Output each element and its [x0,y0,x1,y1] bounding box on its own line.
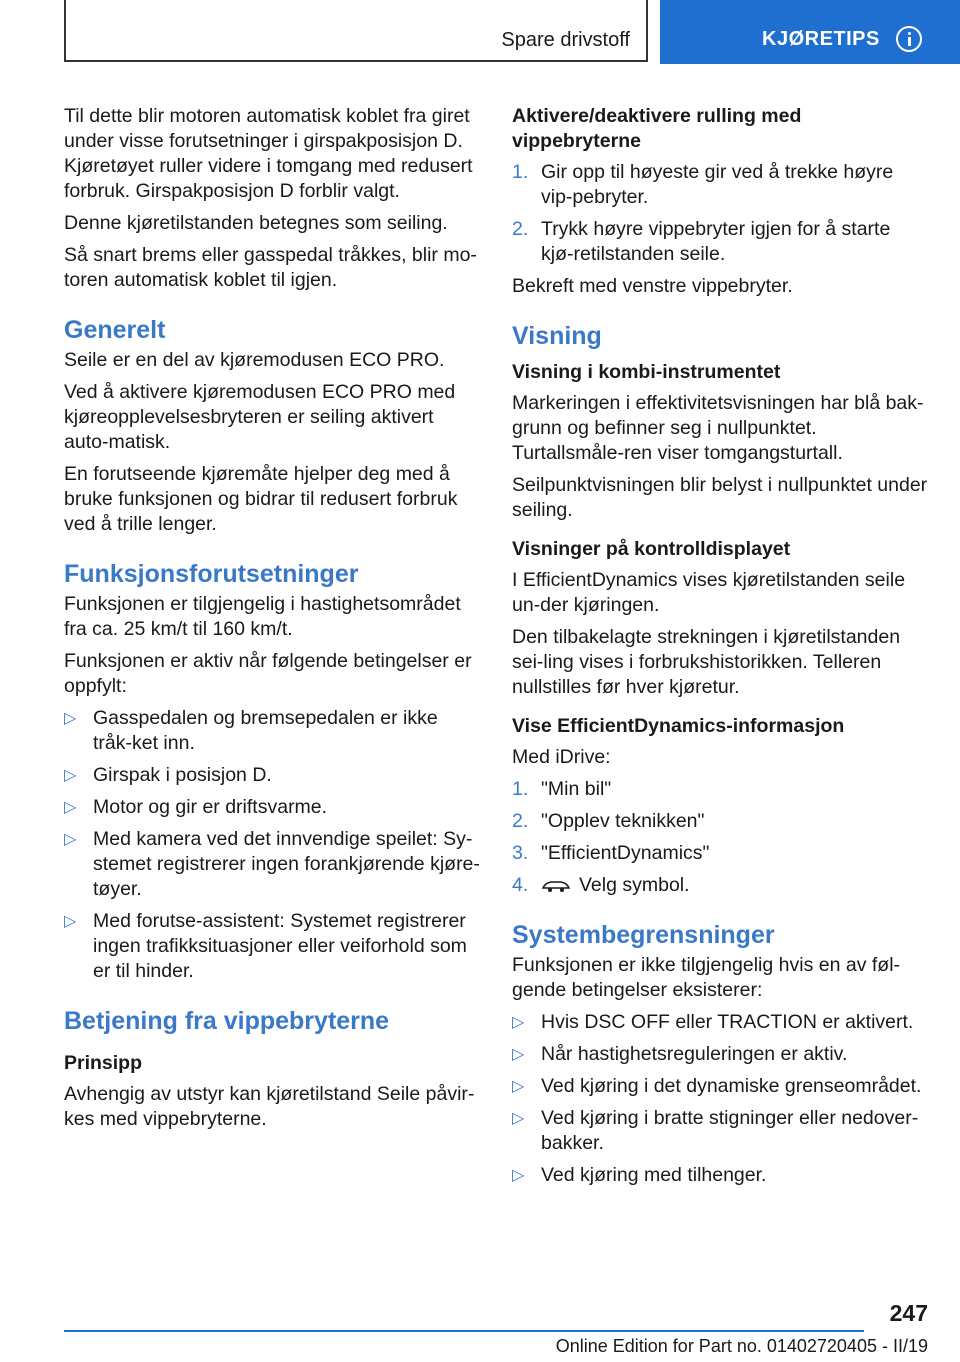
subheading-prinsipp: Prinsipp [64,1052,143,1074]
intro-paragraph: Denne kjøretilstanden betegnes som seiling. [64,212,448,234]
bullet-marker: ▷ [512,1110,525,1127]
bullet-marker: ▷ [64,913,77,930]
bullet-marker: ▷ [512,1014,525,1031]
list-item-text: Med forutse-assistent: Systemet registrerer ingen trafikksituasjoner eller veiforhold som er til hinder. [93,910,467,982]
list-item-text: Hvis DSC OFF eller TRACTION er aktivert. [541,1011,914,1033]
paragraph: Ved å aktivere kjøremodusen ECO PRO med kjøreopplevelsesbryteren er seiling aktivert auto‐matisk. [64,381,456,453]
paragraph: Funksjonen er aktiv når følgende betingelser er oppfylt: [64,650,472,697]
info-icon [896,26,922,52]
edition-text: Online Edition for Part no. 01402720405 - II/19 [555,1336,928,1356]
list-item [512,1010,928,1035]
step-number: 1. [512,161,529,183]
list-item [512,809,928,834]
heading-betjening: Betjening fra vippebryterne [64,1007,390,1035]
step-number: 2. [512,218,529,240]
list-item [512,160,928,210]
step-number: 4. [512,874,529,896]
subheading-aktivere: Aktivere/deaktivere rulling med vippebryterne [512,105,802,152]
subheading-vise: Vise EfficientDynamics-informasjon [512,715,845,737]
list-item-text: Motor og gir er driftsvarme. [93,796,328,818]
paragraph: Seilpunktvisningen blir belyst i nullpunktet under seiling. [512,474,928,521]
paragraph: Med iDrive: [512,746,611,768]
list-item-text: Ved kjøring i det dynamiske grenseområdet. [541,1075,922,1097]
paragraph: Avhengig av utstyr kan kjøretilstand Seile påvir‐kes med vippebryterne. [64,1083,475,1130]
list-item [64,827,482,902]
list-item-text: Girspak i posisjon D. [93,764,272,786]
list-item [512,841,928,866]
subheading-kombi: Visning i kombi-instrumentet [512,361,781,383]
list-item [64,909,482,984]
heading-systembegrensninger: Systembegrensninger [512,921,775,949]
bullet-marker: ▷ [512,1046,525,1063]
page-number: 247 [889,1300,928,1326]
paragraph: Funksjonen er ikke tilgjengelig hvis en av føl‐gende betingelser eksisterer: [512,954,901,1001]
intro-paragraph: Så snart brems eller gasspedal tråkkes, blir mo‐toren automatisk koblet til igjen. [64,244,477,291]
condition-list [64,706,482,984]
footer-divider [64,1330,864,1332]
right-column [512,104,928,1195]
list-item [512,217,928,267]
list-item [64,706,482,756]
list-item-text: "EfficientDynamics" [541,842,710,864]
section-tab [64,0,648,62]
bullet-marker: ▷ [64,710,77,727]
section-title: Spare drivstoff [501,29,630,51]
paragraph: Funksjonen er tilgjengelig i hastighetsområdet fra ca. 25 km/t til 160 km/t. [64,593,461,640]
idrive-step-list [512,777,928,898]
paragraph: Den tilbakelagte strekningen i kjøretilstanden sei‐ling vises i forbrukshistorikken. Telleren nullstilles før hver kjøretur. [512,626,901,698]
list-item-text: "Opplev teknikken" [541,810,705,832]
list-item-text: Ved kjøring med tilhenger. [541,1164,767,1186]
list-item-text: "Min bil" [541,778,612,800]
step-number: 3. [512,842,529,864]
car-sailing-icon [541,879,571,893]
list-item [64,795,482,820]
list-item-text: Gir opp til høyeste gir ved å trekke høyre vip‐pebryter. [541,161,894,208]
list-item [512,1074,928,1099]
list-item-text: Trykk høyre vippebryter igjen for å starte kjø‐retilstanden seile. [541,218,891,265]
list-item-text: Velg symbol. [579,874,690,896]
bullet-marker: ▷ [64,831,77,848]
left-column [64,104,482,1139]
subheading-kontrolldisplay: Visninger på kontrolldisplayet [512,538,791,560]
list-item [512,1042,928,1067]
heading-funksjonsforutsetninger: Funksjonsforutsetninger [64,560,359,588]
bullet-marker: ▷ [64,799,77,816]
page-header [0,0,960,66]
list-item [512,873,928,898]
list-item-text: Med kamera ved det innvendige speilet: Sy‐stemet registrerer ingen forankjørende kjøre‐tøyer. [93,828,480,900]
list-item-text: Ved kjøring i bratte stigninger eller nedover‐bakker. [541,1107,919,1154]
heading-generelt: Generelt [64,316,166,344]
chapter-tab [660,0,960,64]
list-item [512,1163,928,1188]
paragraph: Seile er en del av kjøremodusen ECO PRO. [64,349,445,371]
paragraph: Markeringen i effektivitetsvisningen har blå bak‐grunn og befinner seg i nullpunktet. Turtallsmåle‐ren viser tomgangsturtall. [512,392,924,464]
list-item [512,1106,928,1156]
step-number: 1. [512,778,529,800]
bullet-marker: ▷ [64,767,77,784]
list-item-text: Når hastighetsreguleringen er aktiv. [541,1043,848,1065]
paragraph: Bekreft med venstre vippebryter. [512,275,793,297]
limitation-list [512,1010,928,1188]
list-item [64,763,482,788]
paragraph: I EfficientDynamics vises kjøretilstanden seile un‐der kjøringen. [512,569,906,616]
step-list [512,160,928,267]
chapter-title: KJØRETIPS [762,28,880,50]
intro-paragraph: Til dette blir motoren automatisk koblet fra giret under visse forutsetninger i girspakposisjon D. Kjøretøyet ruller videre i tomgang med redusert forbruk. Girspakposisjon D forblir valgt. [64,105,473,202]
bullet-marker: ▷ [512,1078,525,1095]
step-number: 2. [512,810,529,832]
heading-visning: Visning [512,322,602,350]
list-item-text: Gasspedalen og bremsepedalen er ikke tråk‐ket inn. [93,707,438,754]
list-item [512,777,928,802]
bullet-marker: ▷ [512,1167,525,1184]
paragraph: En forutseende kjøremåte hjelper deg med å bruke funksjonen og bidrar til redusert forbruk ved å trille lenger. [64,463,458,535]
